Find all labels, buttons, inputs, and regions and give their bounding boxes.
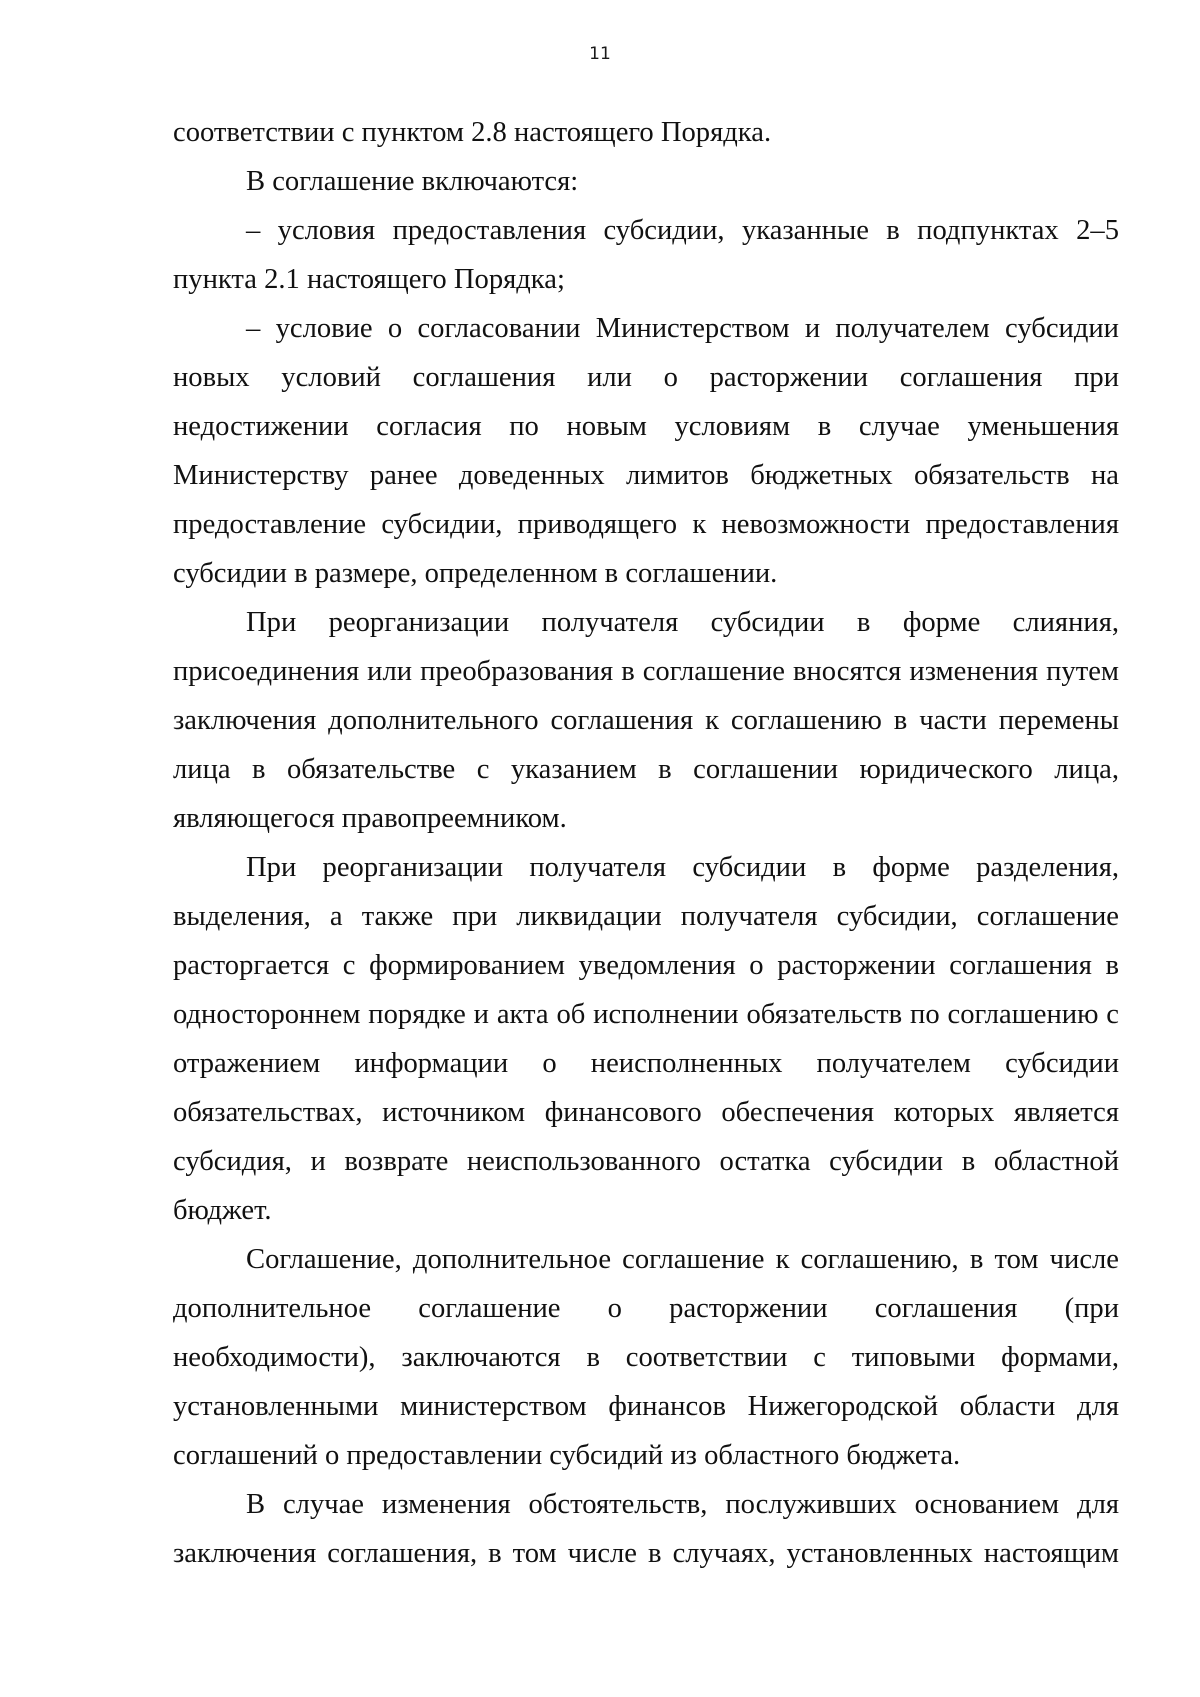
paragraph-2: В соглашение включаются: [246, 166, 579, 197]
paragraph-3: – условия предоставления субсидии, указанные в подпунктах 2–5 пункта 2.1 настоящего Порядка; [173, 215, 1119, 295]
paragraph-5: При реорганизации получателя субсидии в форме слияния, присоединения или преобразования в соглашение вносятся изменения путем заключения дополнительного соглашения к соглашению в части перемены лица в обязательстве с указанием в соглашении юридического лица, являющегося правопреемником. [173, 607, 1119, 834]
page-number: 11 [589, 44, 611, 64]
paragraph-8: В случае изменения обстоятельств, послуживших основанием для заключения соглашения, в том числе в случаях, установленных настоящим [173, 1489, 1119, 1569]
document-body [173, 108, 1119, 1578]
paragraph-7: Соглашение, дополнительное соглашение к соглашению, в том числе дополнительное соглашение о расторжении соглашения (при необходимости), заключаются в соответствии с типовыми формами, установленными министерством финансов Нижегородской области для соглашений о предоставлении субсидий из областного бюджета. [173, 1244, 1119, 1471]
paragraph-1: соответствии с пунктом 2.8 настоящего Порядка. [173, 117, 772, 148]
paragraph-4: – условие о согласовании Министерством и получателем субсидии новых условий соглашения или о расторжении соглашения при недостижении согласия по новым условиям в случае уменьшения Министерству ранее доведенных лимитов бюджетных обязательств на предоставление субсидии, приводящего к невозможности предоставления субсидии в размере, определенном в соглашении. [173, 313, 1119, 589]
paragraph-6: При реорганизации получателя субсидии в форме разделения, выделения, а также при ликвидации получателя субсидии, соглашение расторгается с формированием уведомления о расторжении соглашения в одностороннем порядке и акта об исполнении обязательств по соглашению с отражением информации о неисполненных получателем субсидии обязательствах, источником финансового обеспечения которых является субсидия, и возврате неиспользованного остатка субсидии в областной бюджет. [173, 852, 1119, 1226]
